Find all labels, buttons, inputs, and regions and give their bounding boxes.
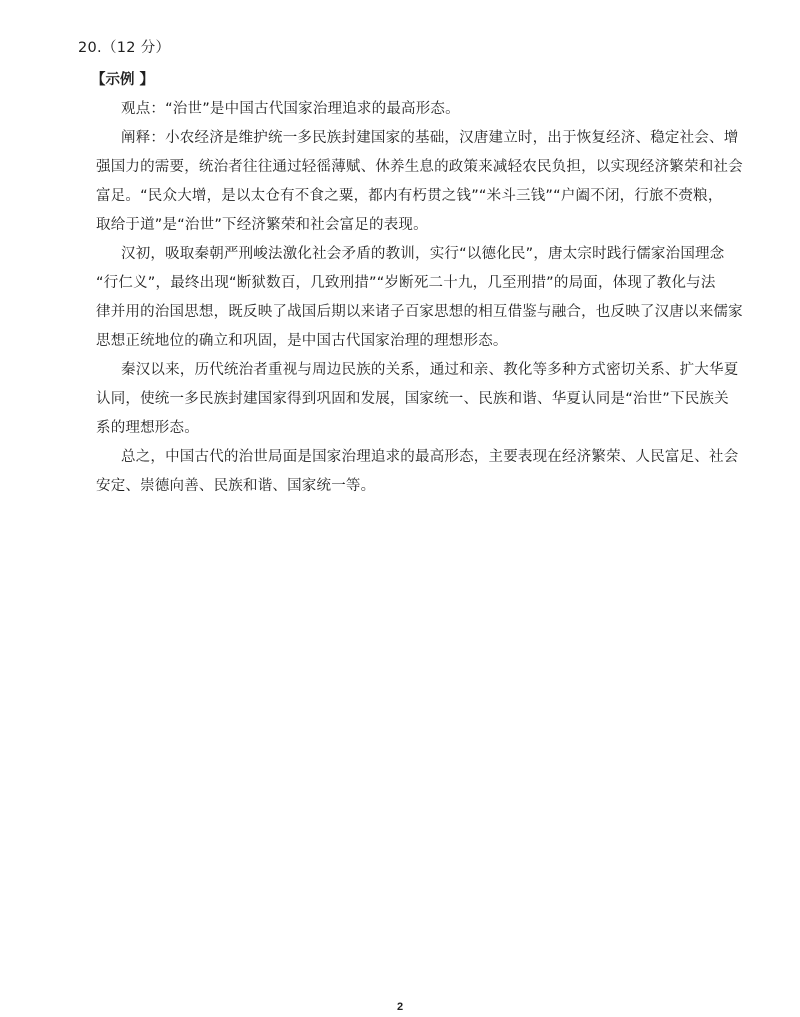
explanation-line: 取给于道”是“治世”下经济繁荣和社会富足的表现。 xyxy=(96,217,428,233)
question-number: 20.（12 分） xyxy=(78,40,171,56)
paragraph-line: 系的理想形态。 xyxy=(96,420,199,436)
conclusion-line: 安定、崇德向善、民族和谐、国家统一等。 xyxy=(96,478,376,494)
paragraph-line: 秦汉以来，历代统治者重视与周边民族的关系，通过和亲、教化等多种方式密切关系、扩大华夏 xyxy=(121,362,739,378)
page-number: 2 xyxy=(396,1001,404,1013)
paragraph-line: “行仁义”，最终出现“断狱数百，几致刑措”“岁断死二十九，几至刑措”的局面，体现了教化与法 xyxy=(96,275,716,291)
viewpoint-line: 观点：“治世”是中国古代国家治理追求的最高形态。 xyxy=(121,101,460,117)
answer-body xyxy=(96,95,743,501)
paragraph-line: 认同，使统一多民族封建国家得到巩固和发展，国家统一、民族和谐、华夏认同是“治世”下民族关 xyxy=(96,391,729,407)
paragraph-line: 思想正统地位的确立和巩固，是中国古代国家治理的理想形态。 xyxy=(96,333,508,349)
paragraph-line: 汉初，吸取秦朝严刑峻法激化社会矛盾的教训，实行“以德化民”，唐太宗时践行儒家治国理念 xyxy=(121,246,725,262)
conclusion-line: 总之，中国古代的治世局面是国家治理追求的最高形态，主要表现在经济繁荣、人民富足、社会 xyxy=(121,449,739,465)
explanation-line: 富足。“民众大增，是以太仓有不食之粟，都内有朽贯之钱”“米斗三钱”“户阖不闭，行旅不赍粮， xyxy=(96,188,723,204)
paragraph-line: 律并用的治国思想，既反映了战国后期以来诸子百家思想的相互借鉴与融合，也反映了汉唐以来儒家 xyxy=(96,304,743,320)
explanation-line: 强国力的需要，统治者往往通过轻徭薄赋、休养生息的政策来减轻农民负担，以实现经济繁荣和社会 xyxy=(96,159,743,175)
example-label: 【示例 】 xyxy=(91,72,155,88)
explanation-line: 阐释：小农经济是维护统一多民族封建国家的基础，汉唐建立时，出于恢复经济、稳定社会、增 xyxy=(121,130,739,146)
